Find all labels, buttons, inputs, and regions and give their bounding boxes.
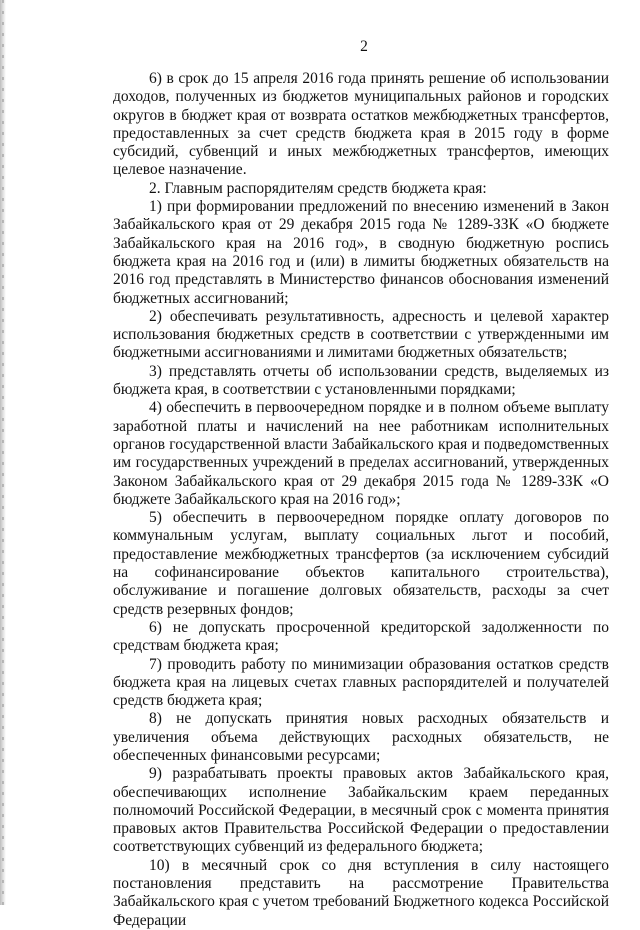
paragraph-item-10-submission: 10) в месячный срок со дня вступления в силу настоящего постановления представить на рассмотрение Правительства Забайкальского края с учетом требований Бюджетного кодекса Российской Федерации [113,856,609,929]
document-page [113,38,609,930]
scan-binding-marks [2,0,4,905]
paragraph-item-7-minimize-balances: 7) проводить работу по минимизации образования остатков средств бюджета края на лицевых счетах главных распорядителей и получателей средств бюджета края; [113,655,609,710]
page-number: 2 [360,38,368,55]
paragraph-item-2-effectiveness: 2) обеспечивать результативность, адресность и целевой характер использования бюджетных средств в соответствии с утвержденными им бюджетными ассигнованиями и лимитами бюджетных обязательств; [113,307,609,362]
paragraph-item-6-budget-income-decision: 6) в срок до 15 апреля 2016 года принять решение об использовании доходов, полученных из бюджетов муниципальных районов и городских округов в бюджет края от возврата остатков межбюджетных трансфертов, предоставленных за счет средств бюджета края в 2015 году в форме субсидий, субвенций и иных межбюджетных трансфертов, имеющих целевое назначение. [113,70,609,179]
paragraph-item-8-no-new-obligations: 8) не допускать принятия новых расходных обязательств и увеличения объема действующих расходных обязательств, не обеспеченных финансовыми ресурсами; [113,710,609,764]
paragraph-item-4-salary-payments: 4) обеспечить в первоочередном порядке и в полном объеме выплату заработной платы и начислений на нее работникам исполнительных органов государственной власти Забайкальского края и подведомственных им государственных учреждений в пределах ассигнований, утвержденных Законом Забайкальского края от 29 декабря 2015 года № 1289-ЗЗК «О бюджете Забайкальского края на 2016 год»; [113,399,609,508]
paragraph-item-5-priority-payments: 5) обеспечить в первоочередном порядке оплату договоров по коммунальным услугам, выплату социальных льгот и пособий, предоставление межбюджетных трансфертов (за исключением субсидий на софинансирование объектов капитального строительства), обслуживание и погашение долговых обязательств, расходы за счет средств резервных фондов; [113,509,609,618]
paragraph-item-3-reports: 3) представлять отчеты об использовании средств, выделяемых из бюджета края, в соответствии с установленными порядками; [113,362,609,399]
paragraph-section-2-heading: 2. Главным распорядителям средств бюджета края: [149,179,487,197]
paragraph-item-1-proposals: 1) при формировании предложений по внесению изменений в Закон Забайкальского края от 29 декабря 2015 года № 1289-ЗЗК «О бюджете Забайкальского края на 2016 год», в сводную бюджетную роспись бюджета края на 2016 год и (или) в лимиты бюджетных обязательств на 2016 год представлять в Министерство финансов обоснования изменений бюджетных ассигнований; [113,198,609,307]
paragraph-item-9-legal-acts: 9) разрабатывать проекты правовых актов Забайкальского края, обеспечивающих исполнение Забайкальским краем переданных полномочий Российской Федерации, в месячный срок с момента принятия правовых актов Правительства Российской Федерации о предоставлении соответствующих субвенций из федерального бюджета; [113,765,609,856]
paragraph-item-6-no-overdue-debt: 6) не допускать просроченной кредиторской задолженности по средствам бюджета края; [113,618,609,655]
